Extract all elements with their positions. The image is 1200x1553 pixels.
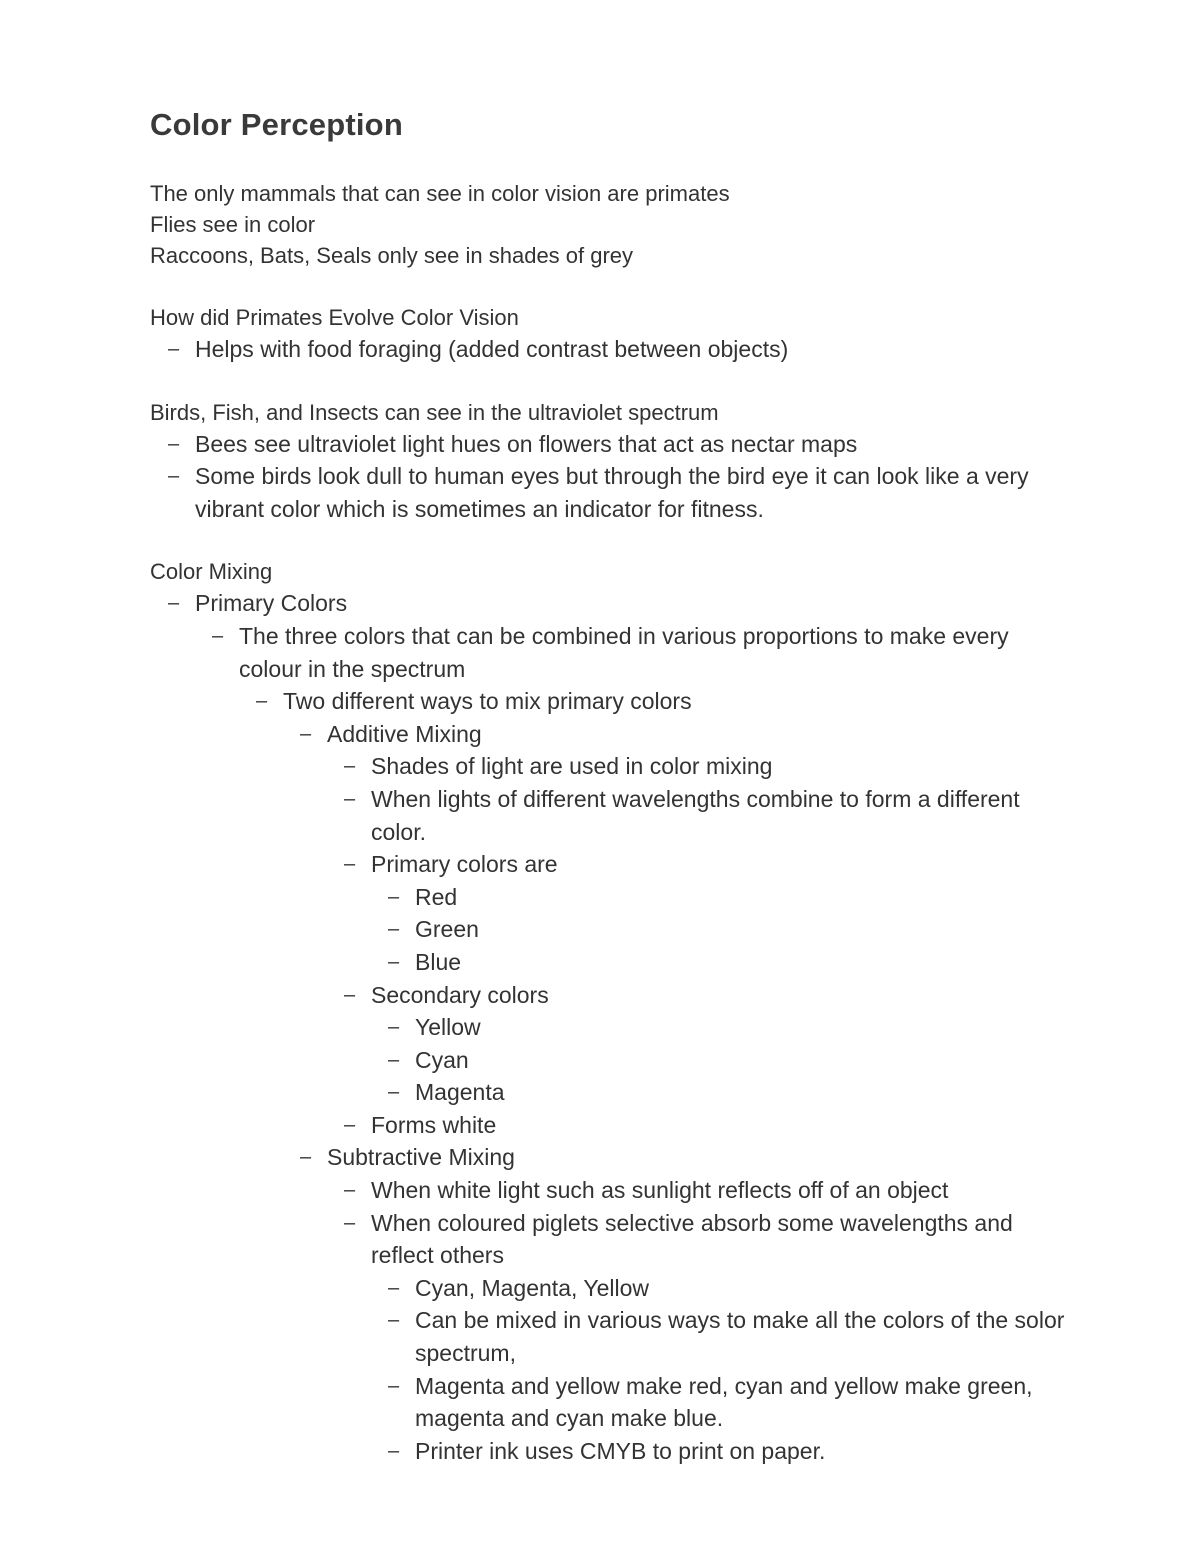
list-item — [150, 1435, 1070, 1468]
list-item-text: When white light such as sunlight reflects off of an object — [371, 1177, 949, 1204]
list-item — [150, 1044, 1070, 1077]
list-item-text: Helps with food foraging (added contrast between objects) — [195, 336, 789, 362]
list-item-text: Green — [415, 916, 479, 943]
dash-bullet-icon: – — [300, 722, 312, 745]
list-item-text: Two different ways to mix primary colors — [283, 688, 692, 715]
list-item-text: Can be mixed in various ways to make all the colors of the solor spectrum, — [415, 1307, 1065, 1367]
intro-line: Flies see in color — [150, 212, 316, 237]
list-item-text: Additive Mixing — [327, 720, 482, 747]
list-item-text: Magenta and yellow make red, cyan and yellow make green, magenta and cyan make blue. — [415, 1372, 1033, 1432]
list-item-text: Primary Colors — [195, 590, 348, 617]
list-item — [150, 881, 1070, 914]
list-item — [150, 1207, 1070, 1272]
list-item — [150, 750, 1070, 783]
dash-bullet-icon: – — [388, 950, 400, 973]
dash-bullet-icon: – — [388, 885, 400, 908]
dash-bullet-icon: – — [388, 1016, 400, 1039]
list-item — [150, 460, 1070, 525]
dash-bullet-icon: – — [388, 918, 400, 941]
list-item — [150, 620, 1070, 685]
dash-bullet-icon: – — [168, 465, 180, 488]
dash-bullet-icon: – — [388, 1439, 400, 1462]
dash-bullet-icon: – — [168, 338, 180, 360]
list-item — [150, 1174, 1070, 1207]
list-item — [150, 1304, 1070, 1369]
intro-line: The only mammals that can see in color vision are primates — [150, 181, 730, 206]
dash-bullet-icon: – — [344, 853, 356, 876]
dash-bullet-icon: – — [344, 1179, 356, 1202]
list-item-text: Printer ink uses CMYB to print on paper. — [415, 1437, 826, 1464]
bullet-list — [150, 587, 1070, 1467]
list-item-text: Blue — [415, 948, 462, 975]
list-item — [150, 913, 1070, 946]
intro-line: Raccoons, Bats, Seals only see in shades of grey — [150, 243, 634, 268]
document-page — [150, 100, 1070, 1467]
list-item-text: Bees see ultraviolet light hues on flowers that act as nectar maps — [195, 430, 858, 457]
dash-bullet-icon: – — [344, 983, 356, 1006]
dash-bullet-icon: – — [388, 1309, 400, 1332]
section-heading: Birds, Fish, and Insects can see in the ultraviolet spectrum — [150, 399, 719, 425]
list-item — [150, 685, 1070, 718]
list-item — [150, 428, 1070, 461]
list-item — [150, 979, 1070, 1012]
list-item — [150, 587, 1070, 620]
dash-bullet-icon: – — [344, 1211, 356, 1234]
section-heading: Color Mixing — [150, 559, 273, 585]
list-item — [150, 1109, 1070, 1142]
list-item — [150, 1272, 1070, 1305]
list-item-text: Cyan — [415, 1046, 469, 1073]
page-title: Color Perception — [150, 107, 403, 142]
list-item-text: The three colors that can be combined in various proportions to make every colour in the spectrum — [239, 622, 1009, 682]
dash-bullet-icon: – — [344, 1113, 356, 1136]
list-item — [150, 1076, 1070, 1109]
list-item-text: Secondary colors — [371, 981, 549, 1008]
note-section — [150, 397, 1070, 526]
list-item-text: Subtractive Mixing — [327, 1144, 515, 1171]
note-section — [150, 556, 1070, 1467]
list-item — [150, 946, 1070, 979]
dash-bullet-icon: – — [388, 1048, 400, 1071]
note-section — [150, 302, 1070, 366]
list-item-text: Yellow — [415, 1014, 481, 1041]
list-item — [150, 1141, 1070, 1174]
list-item-text: Red — [415, 883, 458, 910]
list-item — [150, 848, 1070, 881]
list-item — [150, 783, 1070, 848]
list-item-text: When lights of different wavelengths combine to form a different color. — [371, 785, 1020, 845]
list-item — [150, 333, 1070, 366]
dash-bullet-icon: – — [168, 592, 180, 615]
dash-bullet-icon: – — [388, 1276, 400, 1299]
list-item-text: When coloured piglets selective absorb some wavelengths and reflect others — [371, 1209, 1013, 1269]
list-item-text: Primary colors are — [371, 851, 558, 878]
list-item-text: Some birds look dull to human eyes but through the bird eye it can look like a very vibrant color which is sometimes an indicator for fitness. — [195, 463, 1029, 522]
notes-sections — [150, 302, 1070, 1467]
dash-bullet-icon: – — [344, 755, 356, 778]
dash-bullet-icon: – — [344, 787, 356, 810]
list-item-text: Shades of light are used in color mixing — [371, 753, 773, 780]
list-item-text: Cyan, Magenta, Yellow — [415, 1274, 649, 1301]
section-heading: How did Primates Evolve Color Vision — [150, 305, 519, 330]
list-item — [150, 718, 1070, 751]
list-item-text: Magenta — [415, 1079, 505, 1106]
dash-bullet-icon: – — [168, 432, 180, 455]
dash-bullet-icon: – — [388, 1081, 400, 1104]
dash-bullet-icon: – — [256, 690, 268, 713]
dash-bullet-icon: – — [388, 1374, 400, 1397]
bullet-list — [150, 333, 1070, 366]
list-item — [150, 1011, 1070, 1044]
intro-block — [150, 178, 1070, 271]
list-item-text: Forms white — [371, 1111, 497, 1138]
dash-bullet-icon: – — [212, 624, 224, 647]
dash-bullet-icon: – — [300, 1146, 312, 1169]
list-item — [150, 1370, 1070, 1435]
bullet-list — [150, 428, 1070, 526]
